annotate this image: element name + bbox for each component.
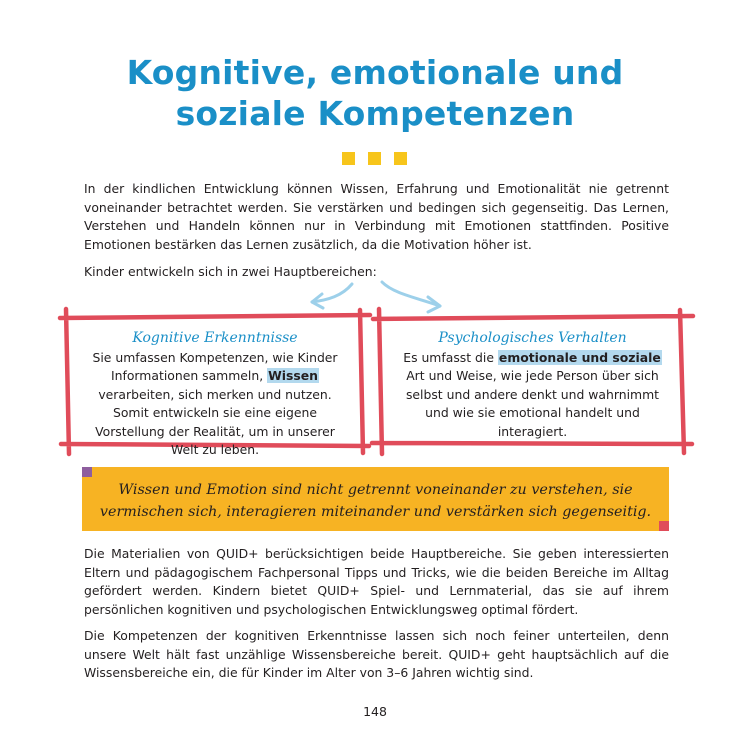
highlight-wissen: Wissen: [268, 368, 318, 384]
dot-2: [368, 152, 381, 165]
title-line-2: soziale Kompetenzen: [175, 94, 575, 133]
cognitive-box-title: Kognitive Erkenntnisse: [132, 330, 298, 346]
lead-paragraph: Kinder entwickeln sich in zwei Hauptbereichen:: [84, 264, 377, 279]
banner-corner-square: [659, 521, 669, 531]
key-message-banner: [82, 467, 669, 531]
page-title: [0, 52, 750, 134]
decorative-dots: [342, 152, 408, 166]
psychological-box-content: [400, 327, 665, 441]
dot-1: [342, 152, 355, 165]
psychological-text-after: Art und Weise, wie jede Person über sich selbst und andere denkt und wahrnimmt und wie sie emotional handelt und interagiert.: [405, 368, 660, 439]
psychological-box: [376, 313, 689, 450]
intro-paragraph: In der kindlichen Entwicklung können Wissen, Erfahrung und Emotionalität nie getrennt voneinander betrachtet werden. Sie verstärken und bedingen sich gegenseitig. Das Lernen, Verstehen und Handeln können nur in Verbindung mit Emotionen stattfinden. Positive Emotionen bestärken das Lernen zusätzlich, da die Motivation höher ist.: [84, 181, 669, 252]
psychological-text-before: Es umfasst die: [403, 350, 498, 365]
banner-text: Wissen und Emotion sind nicht getrennt voneinander zu verstehen, sie vermischen sich, interagieren miteinander und verstärken sich gegenseitig.: [99, 482, 652, 520]
materials-paragraph: Die Materialien von QUID+ berücksichtigen beide Hauptbereiche. Sie geben interessierten Eltern und pädagogischem Fachpersonal Tipps und Tricks, wie die beiden Bereiche im Alltag gefördert werden. Kindern bietet QUID+ Spiel- und Lernmaterial, das sie auf ihrem persönlichen kognitiven und psychologischen Entwicklungsweg optimal fördert.: [84, 546, 669, 617]
cognitive-text-before: Sie umfassen Kompetenzen, wie Kinder Informationen sammeln,: [92, 350, 338, 384]
cognitive-box-text: [88, 349, 342, 459]
banner-corner-square: [82, 467, 92, 477]
highlight-emotional-social: emotionale und soziale: [498, 350, 661, 365]
cognitive-box-content: [88, 327, 342, 459]
page-number: 148: [363, 704, 387, 719]
psychological-box-title: Psychologisches Verhalten: [438, 330, 627, 346]
cognitive-box: [64, 313, 366, 458]
title-line-1: Kognitive, emotionale und: [126, 53, 624, 92]
competences-paragraph: Die Kompetenzen der kognitiven Erkenntnisse lassen sich noch feiner unterteilen, denn unsere Welt hält fast unzählige Wissensbereiche bereit. QUID+ geht hauptsächlich auf die Wissensbereiche ein, die für Kinder im Alter von 3–6 Jahren wichtig sind.: [84, 628, 669, 680]
dot-3: [394, 152, 407, 165]
psychological-box-text: [400, 349, 665, 441]
cognitive-text-after: verarbeiten, sich merken und nutzen. Somit entwickeln sie eine eigene Vorstellung der Realität, um in unserer Welt zu leben.: [95, 386, 335, 458]
